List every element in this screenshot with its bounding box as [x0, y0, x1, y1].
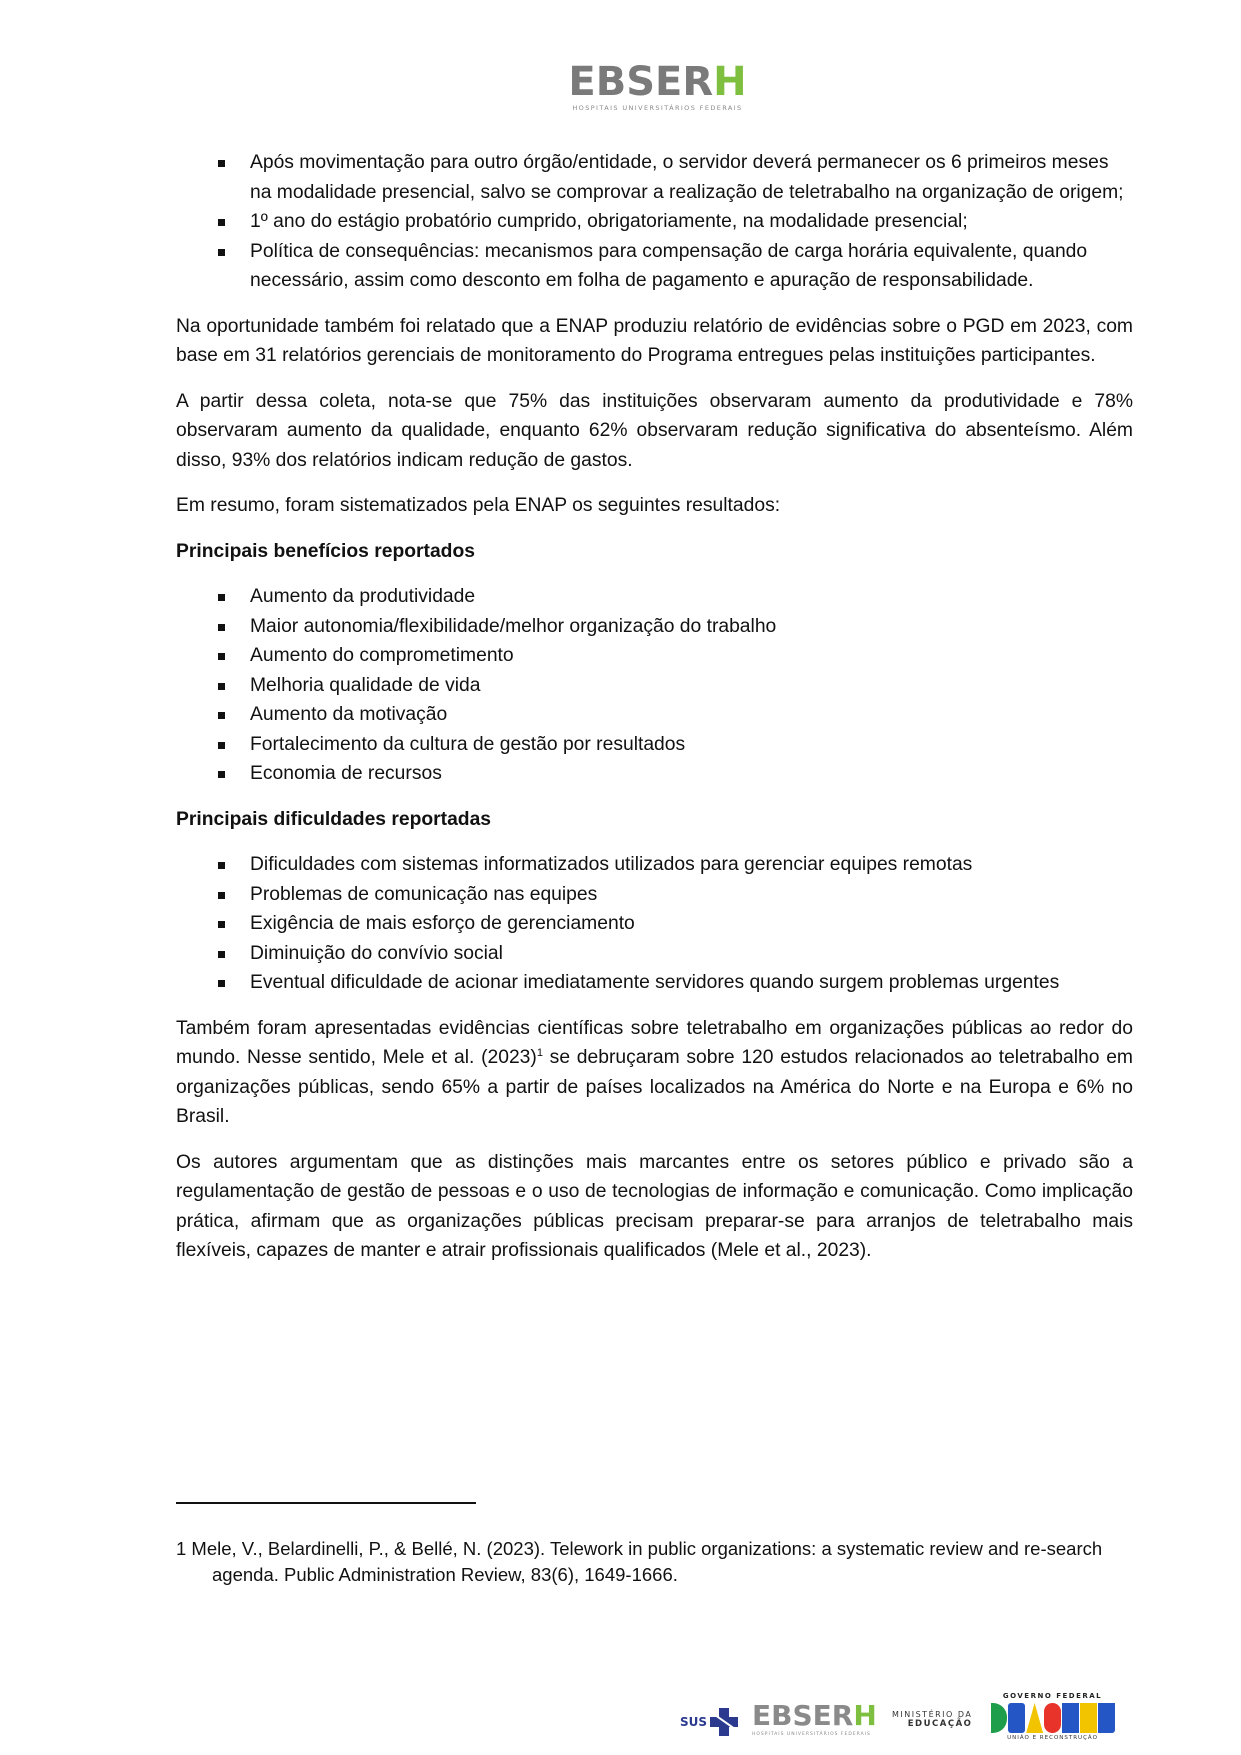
list-item: Dificuldades com sistemas informatizados utilizados para gerenciar equipes remotas: [176, 850, 1133, 880]
list-item: Aumento da motivação: [176, 700, 1133, 730]
logo-accent: H: [713, 59, 747, 105]
logo-accent: H: [853, 1699, 877, 1732]
paragraph-authors-argument: Os autores argumentam que as distinções mais marcantes entre os setores público e privado são a regulamentação de gestão de pessoas e o uso de tecnologias de informação e comunicação. Como implicação prática, afirmam que as organizações públicas precisam preparar-se para arranjos de teletrabalho mais flexíveis, capazes de manter e atrair profissionais qualificados (Mele et al., 2023).: [176, 1151, 1133, 1261]
governo-federal-logo: [990, 1692, 1115, 1741]
sus-logo: [680, 1708, 738, 1736]
paragraph-enap-report: Na oportunidade também foi relatado que a ENAP produziu relatório de evidências sobre o PGD em 2023, com base em 31 relatórios gerenciais de monitoramento do Programa entregues pelas instituições participantes.: [176, 315, 1133, 366]
list-item: Aumento do comprometimento: [176, 641, 1133, 671]
mec-line2: EDUCAÇÃO: [907, 1719, 973, 1729]
footnote-ref[interactable]: 1: [536, 1047, 543, 1059]
logo-wordmark: [565, 59, 750, 105]
ebserh-footer-logo: [752, 1699, 877, 1737]
list-item: Maior autonomia/flexibilidade/melhor organização do trabalho: [176, 612, 1133, 642]
document-body: [176, 148, 1133, 1266]
list-item: Melhoria qualidade de vida: [176, 671, 1133, 701]
intro-bullet-list: [176, 148, 1133, 296]
logo-tagline: HOSPITAIS UNIVERSITÁRIOS FEDERAIS: [752, 1732, 871, 1737]
footnote-text: 1 Mele, V., Belardinelli, P., & Bellé, N. (2023). Telework in public organizations: a systematic review and re-search agenda. Public Administration Review, 83(6), 1649-1666.: [176, 1538, 1103, 1585]
list-item: Após movimentação para outro órgão/entidade, o servidor deverá permanecer os 6 primeiros meses na modalidade presencial, salvo se comprovar a realização de teletrabalho na organização de origem;: [176, 148, 1133, 207]
paragraph-scientific-evidence: [176, 1014, 1133, 1132]
list-item: Política de consequências: mecanismos para compensação de carga horária equivalente, quando necessário, assim como desconto em folha de pagamento e apuração de responsabilidade.: [176, 237, 1133, 296]
benefits-list: [176, 582, 1133, 789]
footer-logos: [680, 1690, 1120, 1750]
logo-main: EBSER: [568, 59, 714, 105]
footnote-separator: [176, 1502, 476, 1504]
logo-wordmark: [752, 1699, 877, 1732]
list-item: Economia de recursos: [176, 759, 1133, 789]
paragraph-statistics: A partir dessa coleta, nota-se que 75% das instituições observaram aumento da produtividade e 78% observaram aumento da qualidade, enquanto 62% observaram redução significativa do absenteísmo. Além disso, 93% dos relatórios indicam redução de gastos.: [176, 390, 1133, 471]
list-item: Fortalecimento da cultura de gestão por resultados: [176, 730, 1133, 760]
difficulties-heading: Principais dificuldades reportadas: [176, 808, 492, 830]
difficulties-list: [176, 850, 1133, 998]
list-item: Aumento da produtividade: [176, 582, 1133, 612]
brasil-wordmark-icon: [990, 1703, 1115, 1733]
logo-main: EBSER: [752, 1699, 854, 1732]
gov-bottom-label: UNIÃO E RECONSTRUÇÃO: [1007, 1735, 1098, 1741]
sus-label: SUS: [680, 1715, 708, 1729]
paragraph-summary-intro: Em resumo, foram sistematizados pela ENAP os seguintes resultados:: [176, 495, 781, 516]
list-item: Diminuição do convívio social: [176, 939, 1133, 969]
footnote: [176, 1536, 1133, 1588]
list-item: Problemas de comunicação nas equipes: [176, 880, 1133, 910]
list-item: 1º ano do estágio probatório cumprido, obrigatoriamente, na modalidade presencial;: [176, 207, 1133, 237]
logo-tagline: HOSPITAIS UNIVERSITÁRIOS FEDERAIS: [572, 104, 743, 112]
paragraph-text: Também foram apresentadas evidências científicas sobre teletrabalho em organizações públicas ao redor do mundo. Nesse sentido, Mele et al. (2023): [176, 1017, 1133, 1068]
ministerio-educacao-logo: [892, 1710, 972, 1729]
list-item: Eventual dificuldade de acionar imediatamente servidores quando surgem problemas urgentes: [176, 968, 1133, 998]
gov-top-label: GOVERNO FEDERAL: [1002, 1692, 1103, 1700]
benefits-heading: Principais benefícios reportados: [176, 540, 475, 562]
paragraph-text: se debruçaram sobre 120 estudos relacionados ao teletrabalho em organizações públicas, sendo 65% a partir de países localizados na América do Norte e na Europa e 6% no Brasil.: [176, 1047, 1133, 1127]
ebserh-header-logo: [565, 59, 750, 112]
sus-cross-icon: [710, 1708, 738, 1736]
mec-line1: MINISTÉRIO DA: [892, 1710, 973, 1719]
list-item: Exigência de mais esforço de gerenciamento: [176, 909, 1133, 939]
